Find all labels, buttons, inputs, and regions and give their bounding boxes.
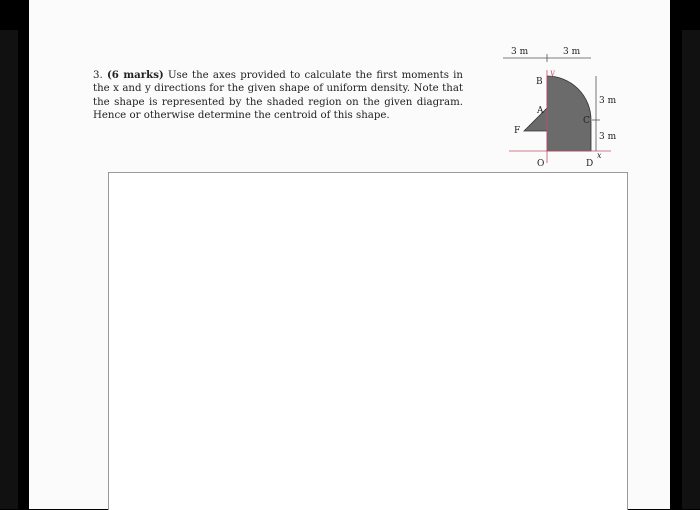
- answer-box: [108, 172, 628, 510]
- dim-top-right: 3 m: [563, 47, 581, 57]
- document-page: [29, 0, 670, 509]
- y-axis-label: y: [550, 68, 555, 77]
- dim-top-left: 3 m: [511, 47, 529, 57]
- dim-right-upper: 3 m: [599, 96, 617, 106]
- point-d-label: D: [586, 159, 594, 169]
- dim-right-lower: 3 m: [599, 132, 617, 142]
- question-marks: (6 marks): [106, 69, 164, 81]
- question-text: Use the axes provided to calculate the first moments in the x and y directions for the given shape of uniform density. Note that the shape is represented by the shaded region on the given diagram. Hence or otherwise determine the centroid of this shape.: [93, 70, 463, 121]
- x-axis-label: x: [597, 151, 602, 160]
- question-number: 3.: [93, 70, 103, 81]
- point-a-label: A: [537, 106, 544, 116]
- diagram-svg: [479, 40, 617, 180]
- point-b-label: B: [536, 77, 543, 87]
- left-black-bar: [0, 30, 18, 509]
- point-f-label: F: [514, 126, 521, 136]
- shape-diagram: [479, 40, 617, 180]
- right-black-bar: [682, 30, 700, 509]
- point-c-label: C: [583, 116, 590, 126]
- shaded-shape: [524, 76, 591, 151]
- question-block: [93, 69, 463, 122]
- point-o-label: O: [537, 159, 545, 169]
